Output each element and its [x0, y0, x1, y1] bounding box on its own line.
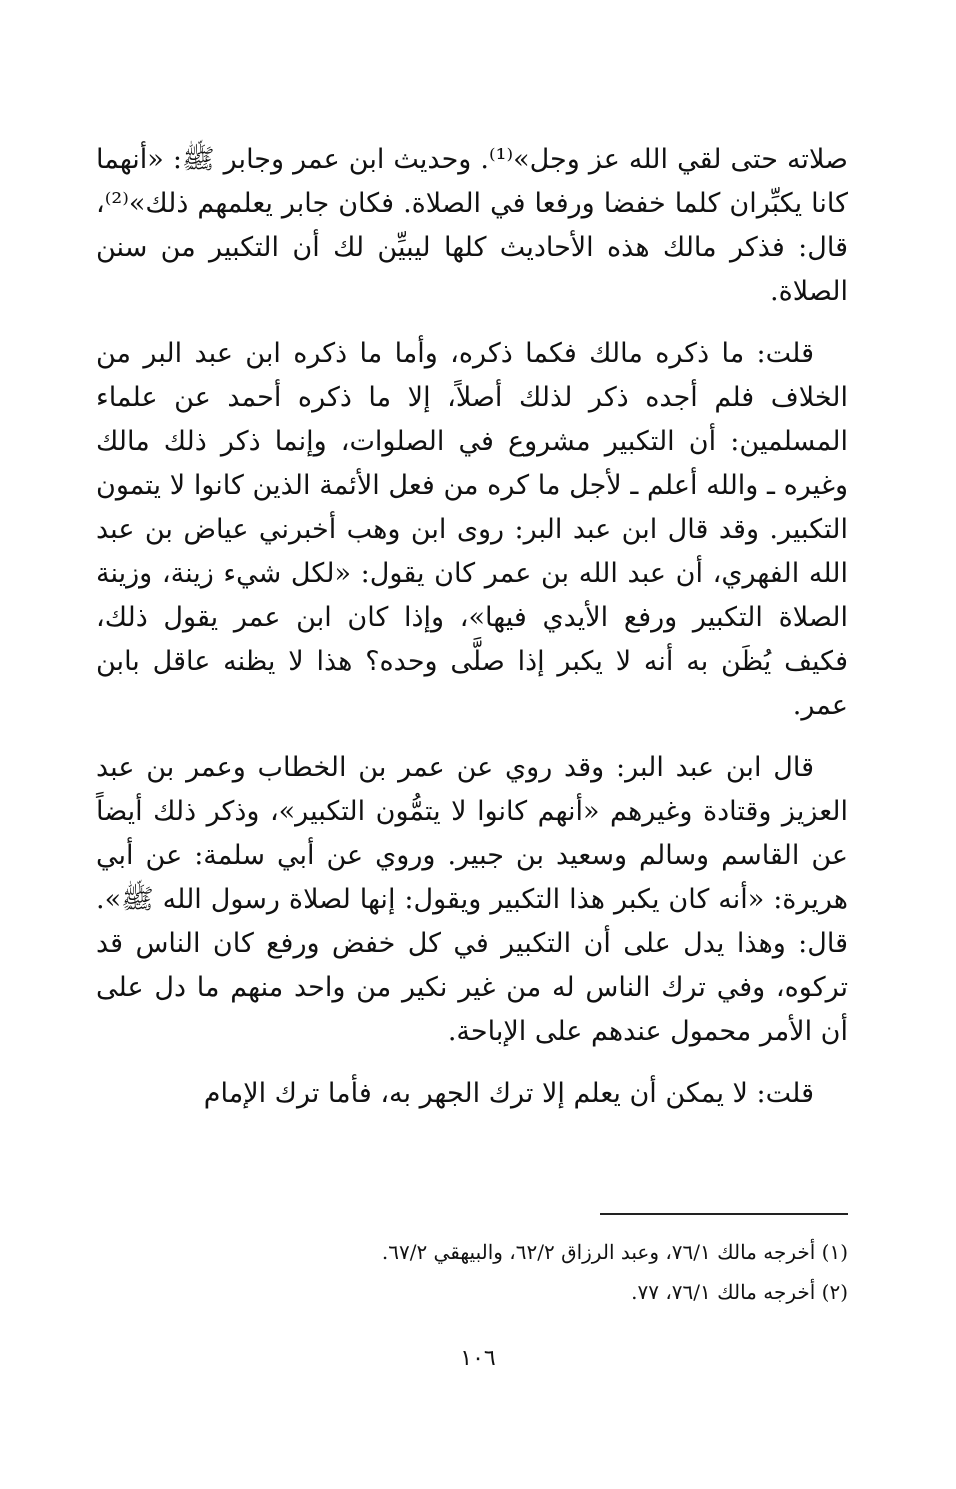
- paragraph-2: قلت: ما ذكره مالك فكما ذكره، وأما ما ذكره ابن عبد البر من الخلاف فلم أجده ذكر لذلك أصلاً، إلا ما ذكره أحمد عن علماء المسلمين: أن التكبير مشروع في الصلوات، وإنما ذكر ذلك مالك وغيره ـ والله أعلم ـ لأجل ما كره من فعل الأئمة الذين كانوا لا يتمون التكبير. وقد قال ابن عبد البر: روى ابن وهب أخبرني عياض بن عبد الله الفهري، أن عبد الله بن عمر كان يقول: «لكل شيء زينة، وزينة الصلاة التكبير ورفع الأيدي فيها»، وإذا كان ابن عمر يقول ذلك، فكيف يُظَن به أنه لا يكبر إذا صلَّى وحده؟ هذا لا يظنه عاقل بابن عمر.: [96, 338, 848, 721]
- footnotes: [108, 1232, 848, 1312]
- footnote-separator: [600, 1213, 848, 1215]
- paragraph-3: قال ابن عبد البر: وقد روي عن عمر بن الخطاب وعمر بن عبد العزيز وقتادة وغيرهم «أنهم كانوا لا يتمُّون التكبير»، وذكر ذلك أيضاً عن القاسم وسالم وسعيد بن جبير. وروي عن أبي سلمة: عن أبي هريرة: «أنه كان يكبر هذا التكبير ويقول: إنها لصلاة رسول الله ﷺ». قال: وهذا يدل على أن التكبير في كل خفض ورفع كان الناس قد تركوه، وفي ترك الناس له من غير نكير من واحد منهم ما دل على أن الأمر محمول عندهم على الإباحة.: [96, 752, 848, 1047]
- page-body: [96, 138, 848, 1116]
- footnote-2: (٢) أخرجه مالك ٧٦/١، ٧٧.: [631, 1280, 848, 1304]
- page-number: ١٠٦: [460, 1346, 496, 1371]
- paragraph-4: قلت: لا يمكن أن يعلم إلا ترك الجهر به، فأما ترك الإمام: [203, 1078, 814, 1109]
- paragraph-1: صلاته حتى لقي الله عز وجل»⁽¹⁾. وحديث ابن عمر وجابر ﷺ: «أنهما كانا يكبِّران كلما خفضا ورفعا في الصلاة. فكان جابر يعلمهم ذلك»⁽²⁾، قال: فذكر مالك هذه الأحاديث كلها ليبيِّن لك أن التكبير من سنن الصلاة.: [96, 144, 848, 307]
- footnote-1: (١) أخرجه مالك ٧٦/١، وعبد الرزاق ٦٢/٢، والبيهقي ٦٧/٢.: [381, 1240, 848, 1264]
